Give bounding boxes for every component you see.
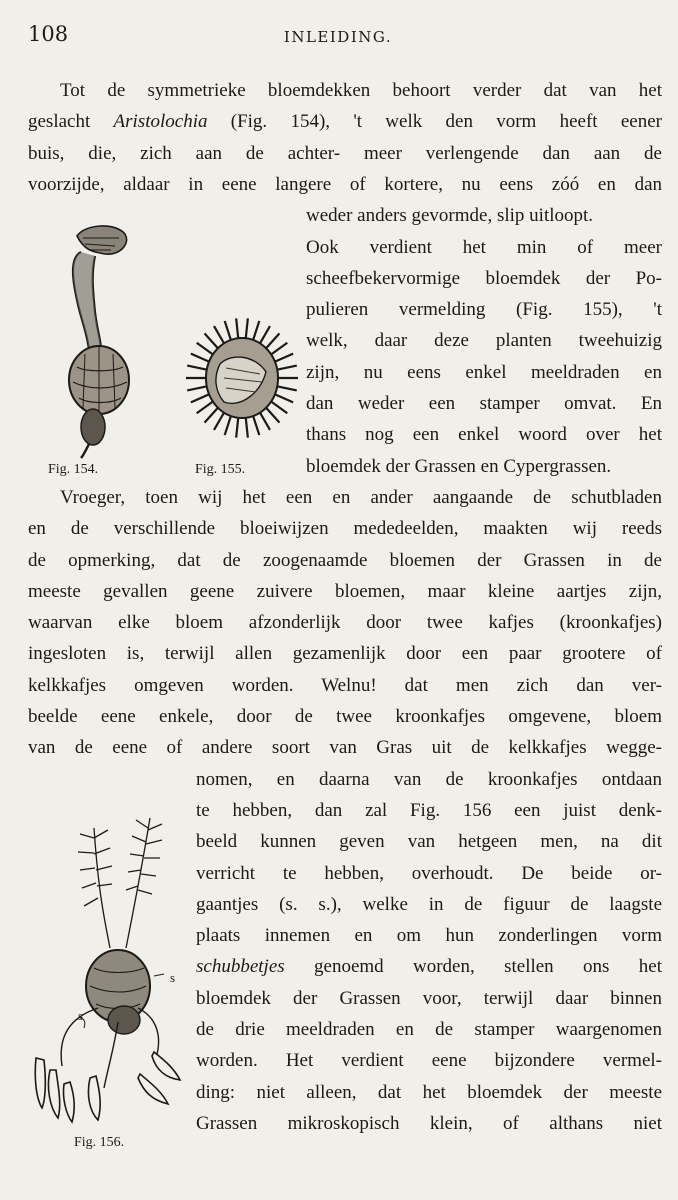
bract-ray [205, 406, 220, 422]
text-line [196, 956, 662, 978]
bract-ray [253, 414, 260, 435]
figure-154-illustration [55, 222, 145, 460]
figure-155-caption: Fig. 155. [195, 462, 246, 477]
bract-ray [275, 386, 297, 391]
text-line: voorzijde, aldaar in eene langere of kortere, nu eens zóó en dan [28, 173, 662, 195]
bract-ray [246, 318, 248, 340]
page-number: 108 [28, 22, 69, 46]
figure-156-label-right: s [170, 970, 176, 985]
text-segment: (Fig. 154), 't welk den vorm heeft eener [207, 111, 662, 133]
figure-156-caption: Fig. 156. [74, 1135, 125, 1150]
text-line: weder anders gevormde, slip uitloopt. [306, 205, 594, 227]
text-line: scheefbekervormige bloemdek der Po- [306, 267, 662, 289]
bract-ray [273, 393, 293, 402]
bract-ray [191, 354, 211, 363]
bract-ray [205, 333, 220, 349]
bract-ray [197, 343, 215, 356]
text-line: dan weder een stamper omvat. En [306, 393, 662, 414]
bract-ray [214, 326, 225, 345]
text-line: buis, die, zich aan de achter- meer verlengende dan aan de [28, 142, 662, 164]
bract-ray [265, 406, 280, 422]
text-line: worden. Het verdient eene bijzondere vermel- [196, 1050, 662, 1072]
text-line: te hebben, dan zal Fig. 156 een juist denk- [196, 799, 662, 821]
bract-ray [246, 416, 248, 438]
text-line: Grassen mikroskopisch klein, of althans niet [196, 1112, 662, 1134]
bract-ray [236, 318, 238, 340]
text-line: ding: niet alleen, dat het bloemdek der meeste [196, 1081, 662, 1103]
page-header [28, 22, 648, 52]
text-line: welk, daar deze planten tweehuizig [306, 330, 662, 352]
bract-ray [197, 400, 215, 413]
text-line: meeste gevallen geene zuivere bloemen, maar kleine aartjes zijn, [28, 580, 662, 602]
figure-154-caption: Fig. 154. [48, 462, 99, 477]
text-line: Ook verdient het min of meer [306, 236, 662, 258]
bract-ray [273, 354, 293, 363]
text-segment: genoemd worden, stellen ons het [284, 956, 662, 978]
text-line: Tot de symmetrieke bloemdekken behoort verder dat van het [60, 80, 662, 101]
bract-ray [270, 343, 288, 356]
text-line: de opmerking, dat de zoogenaamde bloemen der Grassen in de [28, 549, 662, 571]
text-line: waarvan elke bloem afzonderlijk door twee kafjes (kroonkafjes) [28, 612, 662, 634]
bract-ray [259, 326, 270, 345]
text-line: nomen, en daarna van de kroonkafjes ontdaan [196, 768, 662, 790]
text-line [28, 111, 662, 133]
bract-ray [225, 414, 232, 435]
bract-ray [225, 321, 232, 342]
text-line: verricht te hebben, overhoudt. De beide or- [196, 862, 662, 884]
italic-term: schubbetjes [196, 956, 285, 978]
text-line: ingesloten is, terwijl allen gezamenlijk door een paar grootere of [28, 643, 662, 665]
text-line: thans nog een enkel woord over het [306, 424, 662, 446]
text-line: beelde eene enkele, door de twee kroonkafjes omgevene, bloem [28, 706, 662, 727]
text-line: bloemdek der Grassen en Cypergrassen. [306, 455, 612, 477]
bract-ray [236, 416, 238, 438]
bract-ray [259, 411, 270, 430]
text-line: en de verschillende bloeiwijzen mededeelden, maakten wij reeds [28, 518, 662, 540]
bract-ray [187, 366, 209, 371]
text-line: pulieren vermelding (Fig. 155), 't [306, 299, 662, 321]
bract-ray [253, 321, 260, 342]
text-line: gaantjes (s. s.), welke in de figuur de laagste [196, 893, 662, 915]
running-head: INLEIDING. [283, 28, 393, 46]
figure-156-illustration [28, 808, 188, 1128]
bract-ray [265, 333, 280, 349]
figure-156-label-left: s [78, 1008, 84, 1023]
text-line: de drie meeldraden en de stamper waargenomen [196, 1019, 662, 1040]
bract-ray [191, 393, 211, 402]
text-line: plaats innemen en om hun zonderlingen vorm [196, 925, 662, 947]
figure-155-illustration [180, 312, 300, 442]
text-segment: geslacht [28, 111, 114, 133]
bract-ray [214, 411, 225, 430]
text-line: zijn, nu eens enkel meeldraden en [306, 361, 662, 383]
text-line: bloemdek der Grassen voor, terwijl daar binnen [196, 987, 662, 1009]
text-line: beeld kunnen geven van hetgeen men, na dit [196, 831, 662, 853]
bract-ray [275, 366, 297, 371]
text-line: kelkkafjes omgeven worden. Welnu! dat men zich dan ver- [28, 674, 662, 696]
bract-ray [270, 400, 288, 413]
italic-term: Aristolochia [113, 111, 208, 133]
text-line: van de eene of andere soort van Gras uit de kelkkafjes wegge- [28, 737, 662, 759]
text-line: Vroeger, toen wij het een en ander aangaande de schutbladen [60, 486, 662, 508]
bract-ray [187, 386, 209, 391]
